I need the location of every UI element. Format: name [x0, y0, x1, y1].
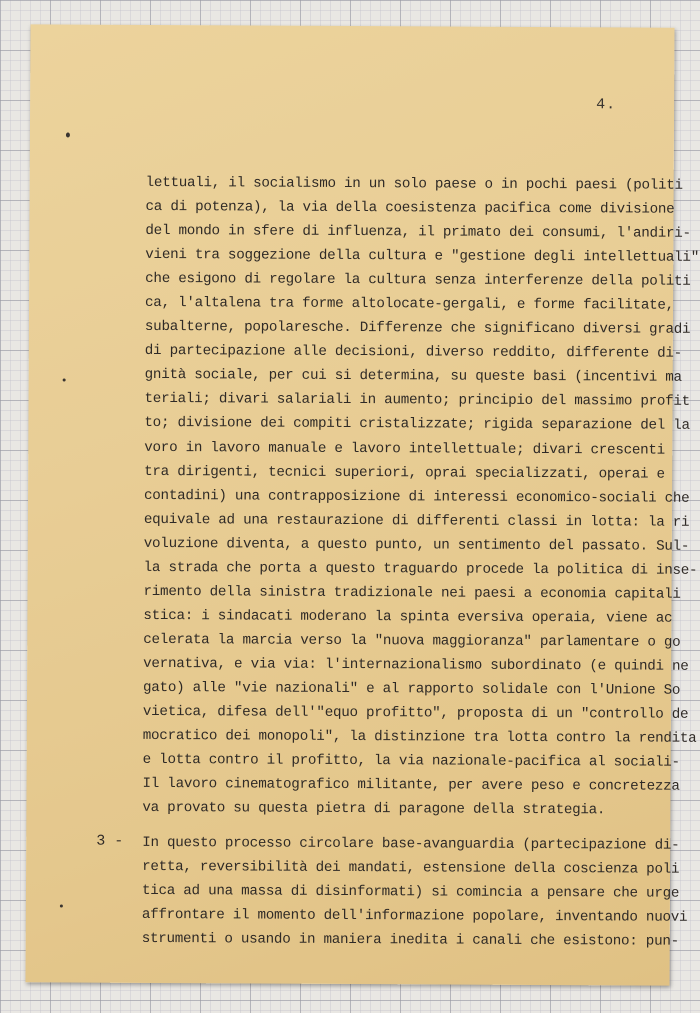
text-line: rimento della sinistra tradizionale nei paesi a economia capitali [143, 583, 681, 603]
text-line: contadini) una contrapposizione di interessi economico-sociali che [144, 487, 690, 507]
text-line: vietica, difesa dell'"equo profitto", proposta di un "controllo de [142, 703, 689, 723]
text-line: che esigono di regolare la cultura senza interferenze della politi [145, 271, 691, 290]
text-line: la strada che porta a questo traguardo procede la politica di inse- [143, 559, 698, 579]
text-line: tra dirigenti, tecnici superiori, oprai specializzati, operai e [144, 463, 665, 483]
page-number: 4. [596, 96, 617, 114]
text-line: affrontare il momento dell'informazione popolare, inventando nuovi [141, 907, 688, 927]
text-line: tica ad una massa di disinformati) si comincia a pensare che urge [141, 883, 680, 903]
text-line: va provato su questa pietra di paragone della strategia. [142, 800, 606, 819]
margin-mark [60, 904, 63, 907]
text-line: strumenti o usando in maniera inedita i canali che esistono: pun- [141, 931, 679, 951]
text-line: gnità sociale, per cui si determina, su queste basi (incentivi ma [144, 367, 682, 387]
section-number: 3 - [96, 832, 124, 850]
text-line: gato) alle "vie nazionali" e al rapporto solidale con l'Unione So [142, 679, 681, 699]
text-line: Il lavoro cinematografico militante, per avere peso e concretezza [142, 776, 680, 795]
body-text [96, 171, 700, 954]
margin-mark [63, 378, 66, 381]
text-line: ca di potenza), la via della coesistenza pacifica come divisione [145, 198, 675, 218]
text-line: voluzione diventa, a questo punto, un sentimento del passato. Sul- [143, 535, 690, 555]
text-line: celerata la marcia verso la "nuova maggioranza" parlamentare o go [143, 631, 681, 651]
text-line: ca, l'altalena tra forme altolocate-gergali, e forme facilitate, [145, 295, 674, 314]
text-line: subalterne, popolaresche. Differenze che significano diversi gradi [144, 319, 691, 339]
text-line: lettuali, il socialismo in un solo paese o in pochi paesi (politi [145, 174, 683, 194]
text-line: to; divisione dei compiti cristalizzate; rigida separazione del la [144, 415, 690, 435]
text-line: equivale ad una restaurazione di differenti classi in lotta: la ri [143, 511, 690, 531]
text-line: retta, reversibilità dei mandati, estensione della coscienza poli [142, 859, 680, 879]
typewritten-page [25, 24, 700, 985]
text-line: In questo processo circolare base-avanguardia (partecipazione di- [142, 835, 680, 854]
margin-mark [66, 133, 70, 138]
text-line: vieni tra soggezione della cultura e "gestione degli intellettuali" [145, 247, 700, 266]
text-line: del mondo in sfere di influenza, il primato dei consumi, l'andiri- [145, 223, 691, 242]
text-line: mocratico dei monopoli", la distinzione tra lotta contro la rendita [142, 727, 697, 747]
text-line: di partecipazione alle decisioni, diverso reddito, differente di- [144, 343, 682, 363]
text-line: vernativa, e via via: l'internazionalismo subordinato (e quindi ne [143, 655, 689, 675]
text-line: stica: i sindacati moderano la spinta eversiva operaia, viene ac [143, 607, 673, 627]
text-line: voro in lavoro manuale e lavoro intellettuale; divari crescenti [144, 439, 665, 459]
text-line: teriali; divari salariali in aumento; principio del massimo profit [144, 391, 691, 411]
text-line: e lotta contro il profitto, la via nazionale-pacifica al sociali- [142, 752, 680, 771]
